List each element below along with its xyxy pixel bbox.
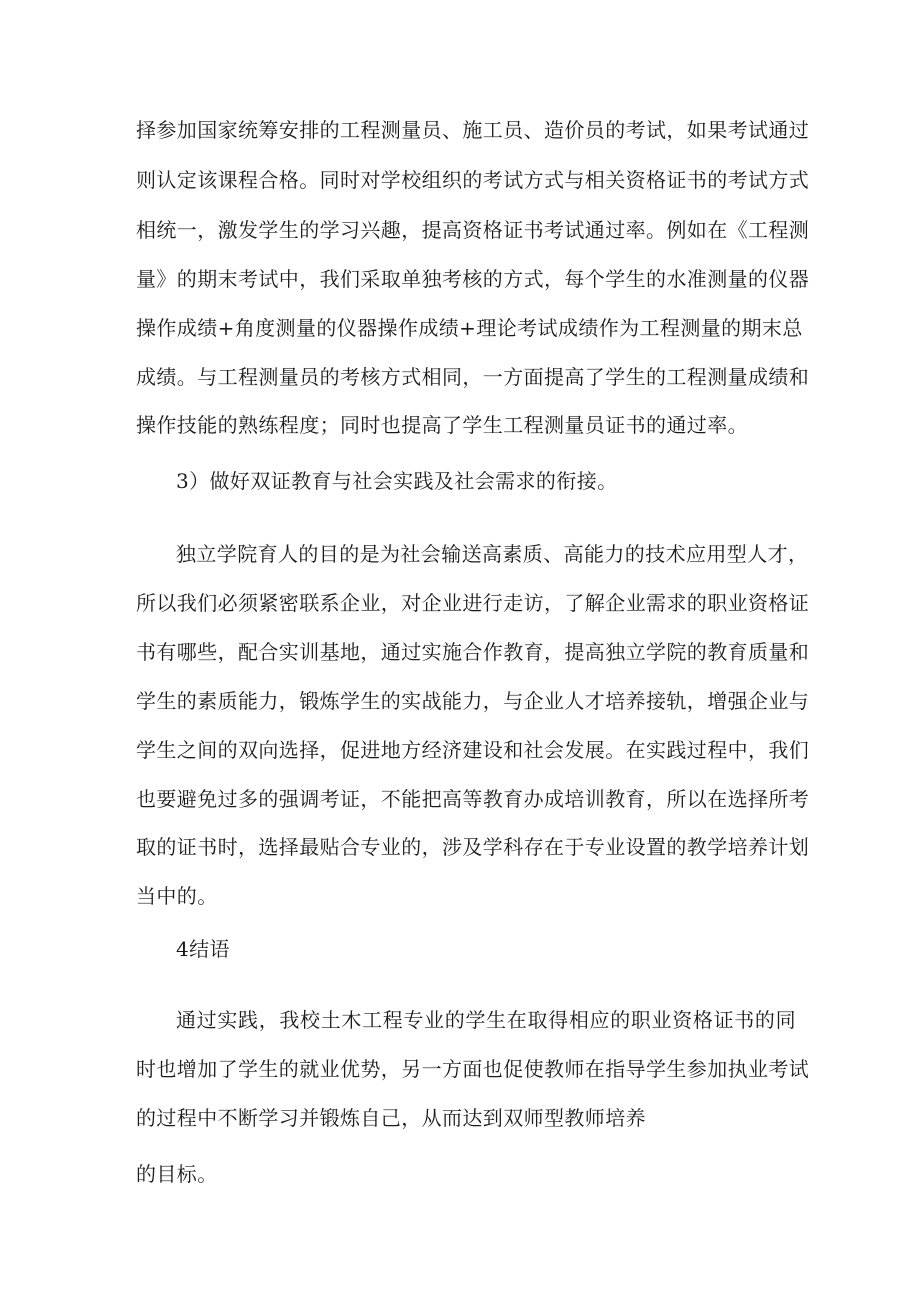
paragraph-2-line-5: 学生之间的双向选择，促进地方经济建设和社会发展。在实践过程中，我们	[136, 738, 810, 762]
paragraph-2-line-1: 独立学院育人的目的是为社会输送高素质、高能力的技术应用型人才，	[176, 542, 809, 566]
section-heading-3: 3）做好双证教育与社会实践及社会需求的衔接。	[176, 469, 618, 493]
paragraph-1-line-3: 相统一，激发学生的学习兴趣，提高资格证书考试通过率。例如在《工程测	[136, 218, 810, 242]
paragraph-2-line-6: 也要避免过多的强调考证，不能把高等教育办成培训教育，所以在选择所考	[136, 787, 810, 811]
paragraph-3-line-1: 通过实践，我校土木工程专业的学生在取得相应的职业资格证书的同	[176, 1008, 796, 1032]
paragraph-1-line-5: 操作成绩+角度测量的仪器操作成绩+理论考试成绩作为工程测量的期末总	[136, 316, 803, 340]
paragraph-1-line-4: 量》的期末考试中，我们采取单独考核的方式，每个学生的水准测量的仪器	[136, 267, 810, 291]
paragraph-1-line-7: 操作技能的熟练程度；同时也提高了学生工程测量员证书的通过率。	[136, 413, 748, 437]
paragraph-1-line-2: 则认定该课程合格。同时对学校组织的考试方式与相关资格证书的考试方式	[136, 168, 810, 192]
paragraph-2-line-3: 书有哪些，配合实训基地，通过实施合作教育，提高独立学院的教育质量和	[136, 640, 810, 664]
paragraph-1-line-1: 择参加国家统筹安排的工程测量员、施工员、造价员的考试，如果考试通过	[136, 118, 810, 142]
paragraph-3-line-2: 时也增加了学生的就业优势，另一方面也促使教师在指导学生参加执业考试	[136, 1057, 810, 1081]
section-heading-4: 4结语	[176, 937, 230, 961]
paragraph-1-line-6: 成绩。与工程测量员的考核方式相同，一方面提高了学生的工程测量成绩和	[136, 365, 810, 389]
paragraph-3-line-3: 的过程中不断学习并锻炼自己，从而达到双师型教师培养	[136, 1106, 646, 1130]
paragraph-2-line-2: 所以我们必须紧密联系企业，对企业进行走访，了解企业需求的职业资格证	[136, 591, 810, 615]
paragraph-2-line-4: 学生的素质能力，锻炼学生的实战能力，与企业人才培养接轨，增强企业与	[136, 689, 810, 713]
paragraph-2-line-7: 取的证书时，选择最贴合专业的，涉及学科存在于专业设置的教学培养计划	[136, 835, 810, 859]
closing-line: 的目标。	[136, 1162, 218, 1186]
paragraph-2-line-8: 当中的。	[136, 884, 218, 908]
